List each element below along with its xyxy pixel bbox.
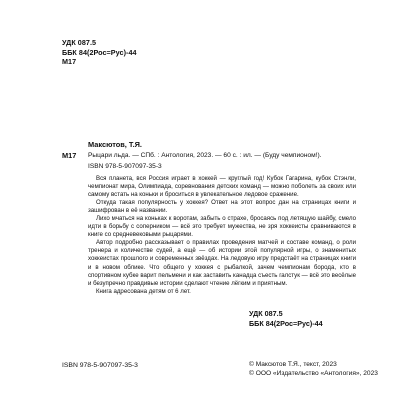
- author-heading: Максютов, Т.Я.: [88, 140, 142, 149]
- abstract-paragraph: Лихо мчаться на коньках к воротам, забыть о страхе, бросаясь под летящую шайбу, смело идти в борьбу с соперником — всё это требует мужества, не зря хоккеисты сравниваются в книге со средневековыми рыцарями.: [88, 215, 356, 239]
- footer-isbn: ISBN 978-5-907097-35-3: [62, 362, 138, 369]
- udk-code: УДК 087.5: [62, 38, 97, 47]
- abstract-paragraph: Автор подробно рассказывает о правилах проведения матчей и составе команд, о роли тренера и количестве судей, а ещё — об истории этой популярной игры, о знаменитых хоккеистах прошлого и современных звёздах. На ледовую игру предстаёт на страницах книги и в новом облике. Что общего у хоккея с рыбалкой, зачем чемпионам борода, кто в спортивном кубке варит пельмени и как заставить канадца съесть галстук — всё это весёлые и безупречно правдивые истории сделают чтение лёгким и приятным.: [88, 239, 356, 287]
- abstract-paragraph: Книга адресована детям от 6 лет.: [96, 287, 191, 295]
- bottom-bbk-code: ББК 84(2Рос=Рус)-44: [249, 318, 323, 328]
- bibliographic-description: Рыцари льда. — СПб. : Антология, 2023. — 60 с. : ил. — (Буду чемпионом!).: [88, 152, 322, 159]
- copyright-publisher: © ООО «Издательство «Антология», 2023: [249, 370, 378, 378]
- abstract-paragraph: Вся планета, вся Россия играет в хоккей — круглый год! Кубок Гагарина, кубок Стэнли, чемпионат мира, Олимпиада, соревнования детских команд — можно поболеть за своих или самому встать на коньки и броситься в увлекательное ледовое сражение.: [88, 175, 356, 199]
- isbn-line: ISBN 978-5-907097-35-3: [88, 162, 162, 170]
- cutter-code: М17: [62, 57, 77, 67]
- abstract: [88, 175, 356, 296]
- bbk-code: ББК 84(2Рос=Рус)-44: [62, 47, 137, 57]
- cutter-mark: М17: [62, 151, 77, 160]
- copyright-author: © Максютов Т.Я., текст, 2023: [249, 361, 337, 368]
- abstract-paragraph: Откуда такая популярность у хоккея? Ответ на этот вопрос дан на страницах книги и зашифрован в её названии.: [88, 199, 356, 215]
- bottom-classification-block: [249, 309, 323, 328]
- copyright-block: [249, 360, 378, 379]
- classification-block: [62, 38, 137, 67]
- bottom-udk-code: УДК 087.5: [249, 309, 283, 318]
